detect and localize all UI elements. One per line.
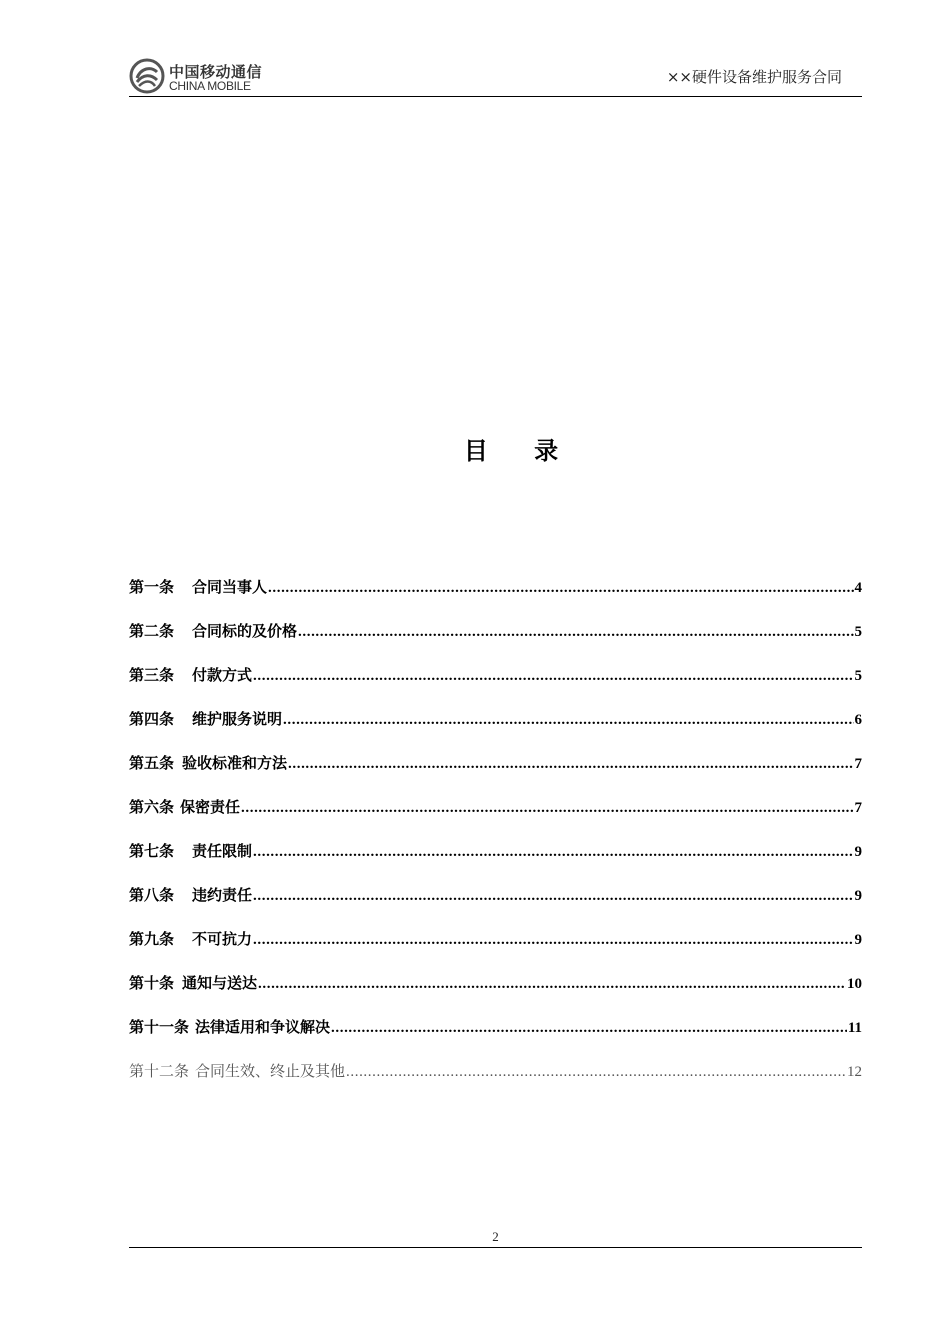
toc-entry[interactable] — [129, 708, 862, 752]
toc-entry-page: 11 — [847, 1020, 862, 1036]
toc-entry-number: 第九条 — [129, 930, 175, 948]
toc-entry[interactable] — [129, 796, 862, 840]
toc-entry-label: 法律适用和争议解决 — [195, 1018, 331, 1036]
toc-entry-label: 不可抗力 — [192, 930, 253, 948]
toc-dot-leader — [288, 753, 853, 775]
toc-dot-leader — [241, 797, 853, 819]
page-footer — [129, 1229, 862, 1248]
toc-dot-leader — [253, 665, 853, 687]
toc-entry-label: 责任限制 — [192, 842, 253, 860]
toc-dot-leader — [298, 621, 853, 643]
toc-entry[interactable] — [129, 884, 862, 928]
toc-dot-leader — [258, 973, 846, 995]
toc-entry-label: 违约责任 — [192, 886, 253, 904]
toc-entry[interactable] — [129, 840, 862, 884]
toc-entry-number: 第三条 — [129, 666, 175, 684]
toc-entry-number: 第十条 — [129, 974, 175, 992]
page-header — [129, 56, 862, 97]
toc-entry-number: 第七条 — [129, 842, 175, 860]
toc-entry-number: 第五条 — [129, 754, 175, 772]
toc-entry-page: 12 — [847, 1064, 862, 1080]
toc-entry-page: 7 — [854, 800, 862, 816]
toc-dot-leader — [346, 1061, 846, 1083]
toc-entry-number: 第四条 — [129, 710, 175, 728]
toc-entry-page: 10 — [847, 976, 862, 992]
toc-entry-number: 第八条 — [129, 886, 175, 904]
toc-heading: 目 录 — [463, 437, 559, 465]
toc-entry[interactable] — [129, 928, 862, 972]
page-number: 2 — [492, 1229, 499, 1244]
toc-entry[interactable] — [129, 1060, 862, 1104]
toc-entry-label: 合同当事人 — [192, 578, 268, 596]
toc-entry-label: 合同生效、终止及其他 — [195, 1062, 346, 1080]
toc-entry[interactable] — [129, 1016, 862, 1060]
toc-entry[interactable] — [129, 972, 862, 1016]
toc-entry-label: 合同标的及价格 — [192, 622, 298, 640]
china-mobile-logo — [129, 58, 269, 96]
toc-entry-label: 付款方式 — [192, 666, 253, 684]
toc-entry-number: 第十二条 — [129, 1062, 190, 1080]
toc-dot-leader — [331, 1017, 847, 1039]
toc-entry-page: 5 — [854, 668, 862, 684]
toc-entry[interactable] — [129, 664, 862, 708]
toc-entry-label: 验收标准和方法 — [182, 754, 288, 772]
toc-entry-label: 通知与送达 — [182, 974, 258, 992]
toc-entry-label: 维护服务说明 — [192, 710, 283, 728]
toc-entry-page: 7 — [854, 756, 862, 772]
toc-entry-label: 保密责任 — [180, 798, 241, 816]
toc-entry[interactable] — [129, 576, 862, 620]
toc-entry-page: 4 — [854, 580, 862, 596]
toc-entry-number: 第十一条 — [129, 1018, 190, 1036]
table-of-contents — [129, 576, 862, 1104]
logo-text-en: CHINA MOBILE — [169, 79, 251, 93]
toc-entry-page: 9 — [854, 888, 862, 904]
logo-text-cn: 中国移动通信 — [169, 63, 263, 81]
toc-entry-page: 5 — [854, 624, 862, 640]
toc-entry-page: 6 — [854, 712, 862, 728]
toc-entry-number: 第六条 — [129, 798, 175, 816]
toc-dot-leader — [253, 841, 853, 863]
toc-dot-leader — [253, 929, 853, 951]
toc-entry-page: 9 — [854, 844, 862, 860]
toc-dot-leader — [268, 577, 853, 599]
toc-entry-page: 9 — [854, 932, 862, 948]
toc-dot-leader — [283, 709, 853, 731]
toc-entry-number: 第一条 — [129, 578, 175, 596]
toc-entry[interactable] — [129, 752, 862, 796]
china-mobile-logo-icon — [129, 58, 165, 94]
toc-entry-number: 第二条 — [129, 622, 175, 640]
document-title: ××硬件设备维护服务合同 — [666, 68, 842, 86]
toc-dot-leader — [253, 885, 853, 907]
toc-entry[interactable] — [129, 620, 862, 664]
